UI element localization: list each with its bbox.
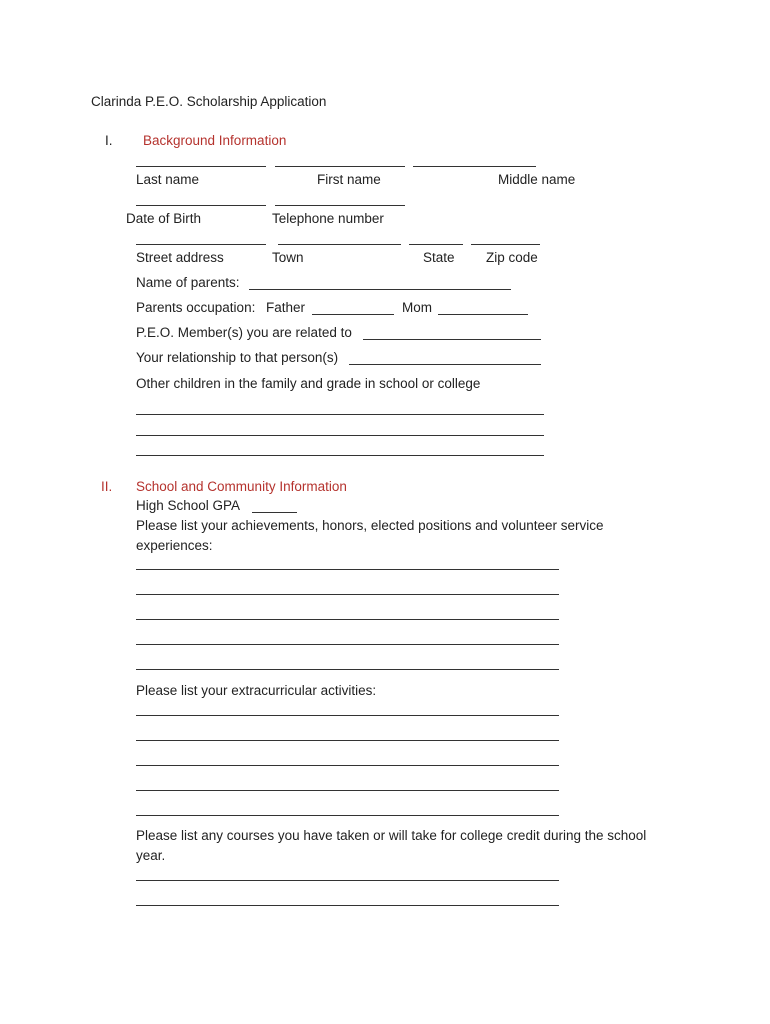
town-input[interactable] [278,244,401,245]
name-of-parents-label: Name of parents: [136,275,240,290]
page-title: Clarinda P.E.O. Scholarship Application [91,94,327,109]
achievements-line-1[interactable] [136,569,559,570]
courses-line-2[interactable] [136,905,559,906]
other-children-line-1[interactable] [136,414,544,415]
father-label: Father [266,300,306,315]
state-input[interactable] [409,244,463,245]
mom-label: Mom [402,300,432,315]
achievements-prompt-1: Please list your achievements, honors, elected positions and volunteer service [136,518,604,533]
telephone-input[interactable] [275,205,405,206]
peo-member-label: P.E.O. Member(s) you are related to [136,325,352,340]
parents-occupation-label: Parents occupation: [136,300,256,315]
courses-prompt-2: year. [136,848,166,863]
relationship-label: Your relationship to that person(s) [136,350,339,365]
peo-member-input[interactable] [363,339,541,340]
extracurricular-prompt: Please list your extracurricular activities: [136,683,377,698]
other-children-label: Other children in the family and grade in school or college [136,376,481,391]
extracurricular-line-5[interactable] [136,815,559,816]
date-of-birth-label: Date of Birth [126,211,202,226]
father-input[interactable] [312,314,394,315]
middle-name-label: Middle name [498,172,576,187]
town-label: Town [272,250,304,265]
section-1-heading: Background Information [143,133,287,148]
mom-input[interactable] [438,314,528,315]
date-of-birth-input[interactable] [136,205,266,206]
relationship-input[interactable] [349,364,541,365]
gpa-input[interactable] [252,512,297,513]
achievements-line-2[interactable] [136,594,559,595]
courses-line-1[interactable] [136,880,559,881]
state-label: State [423,250,455,265]
achievements-line-4[interactable] [136,644,559,645]
courses-prompt-1: Please list any courses you have taken or will take for college credit during the school [136,828,647,843]
section-2-numeral: II. [101,479,113,494]
telephone-label: Telephone number [272,211,384,226]
section-2-heading: School and Community Information [136,479,347,494]
extracurricular-line-3[interactable] [136,765,559,766]
extracurricular-line-2[interactable] [136,740,559,741]
last-name-input[interactable] [136,166,266,167]
extracurricular-line-1[interactable] [136,715,559,716]
middle-name-input[interactable] [413,166,536,167]
zip-label: Zip code [486,250,538,265]
achievements-line-3[interactable] [136,619,559,620]
name-of-parents-input[interactable] [249,289,511,290]
zip-input[interactable] [471,244,540,245]
other-children-line-2[interactable] [136,435,544,436]
first-name-input[interactable] [275,166,405,167]
extracurricular-line-4[interactable] [136,790,559,791]
section-1-numeral: I. [105,133,113,148]
last-name-label: Last name [136,172,200,187]
street-input[interactable] [136,244,266,245]
achievements-line-5[interactable] [136,669,559,670]
first-name-label: First name [317,172,381,187]
achievements-prompt-2: experiences: [136,538,213,553]
gpa-label: High School GPA [136,498,241,513]
street-label: Street address [136,250,224,265]
other-children-line-3[interactable] [136,455,544,456]
